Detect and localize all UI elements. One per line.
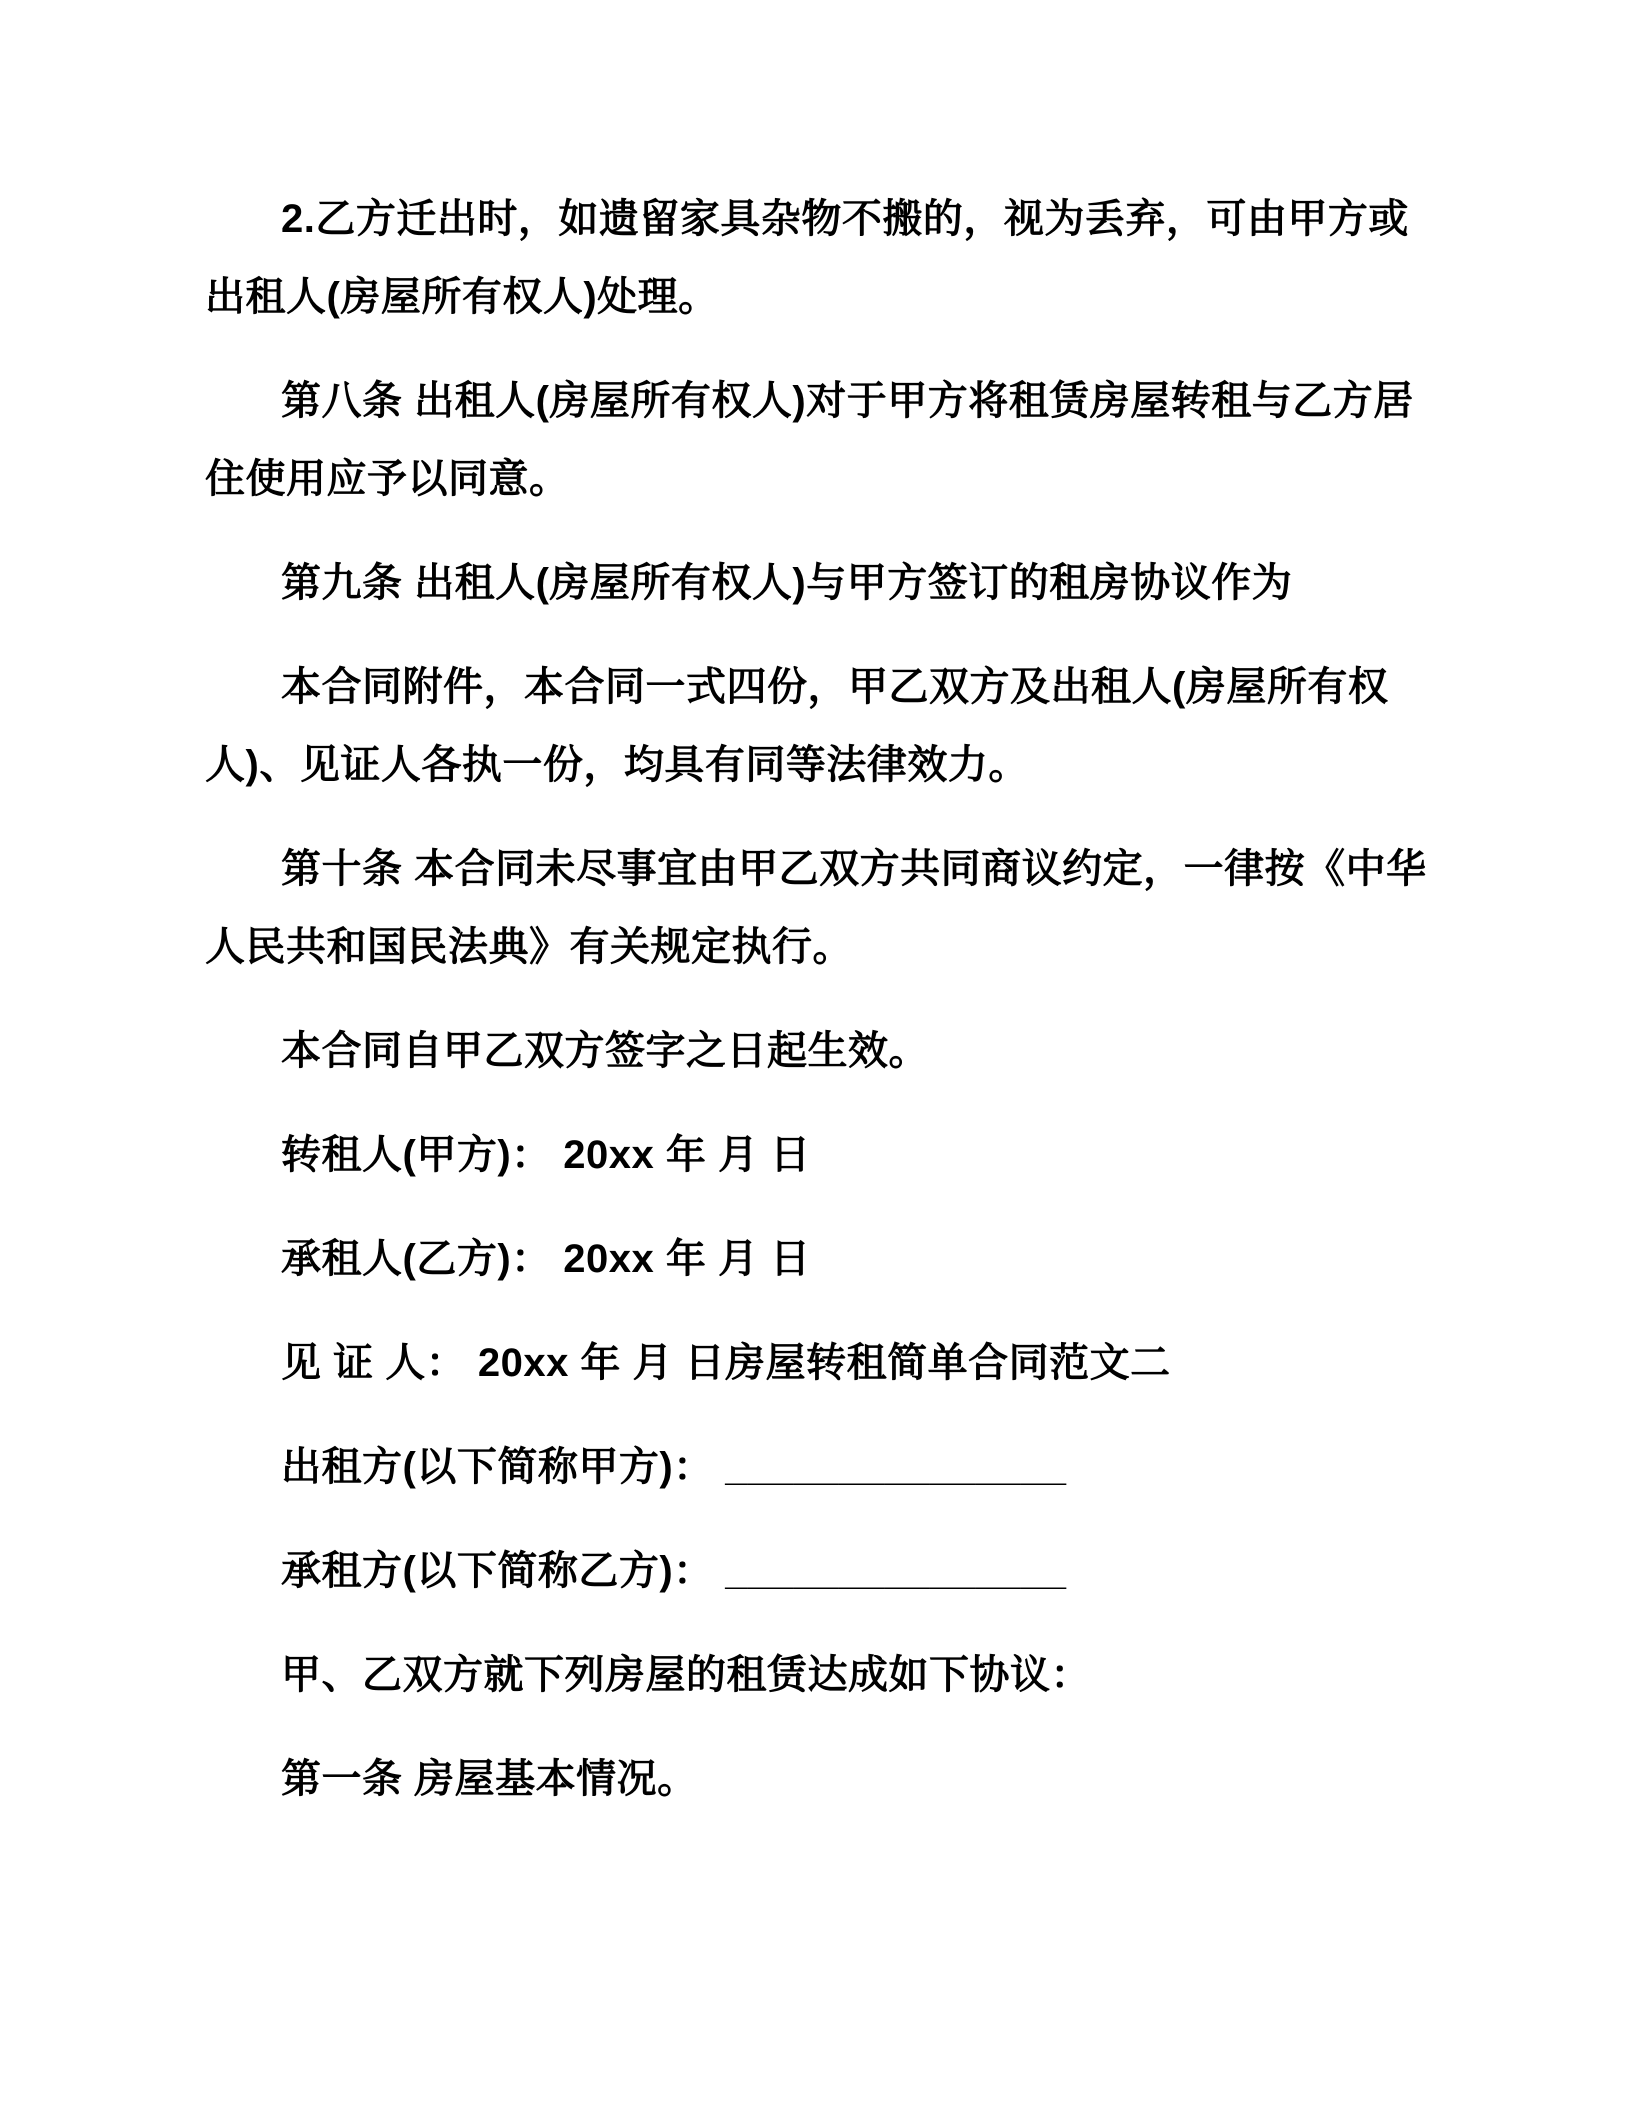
text-line: 人民共和国民法典》有关规定执行。 — [205, 925, 853, 969]
paragraph-sublessee-signature — [205, 1220, 1457, 1298]
paragraph-moveout-clause — [205, 180, 1457, 336]
paragraph-agreement-intro — [205, 1636, 1457, 1714]
text-line: 2.乙方迁出时，如遗留家具杂物不搬的，视为丢弃，可由甲方或 — [281, 197, 1409, 241]
paragraph-article-9 — [205, 544, 1457, 622]
paragraph-lessee-blank — [205, 1532, 1457, 1610]
paragraph-article-1 — [205, 1740, 1457, 1818]
text-line: 第一条 房屋基本情况。 — [281, 1757, 698, 1801]
text-line: 第八条 出租人(房屋所有权人)对于甲方将租赁房屋转租与乙方居 — [281, 379, 1414, 423]
text-line: 第十条 本合同未尽事宜由甲乙双方共同商议约定，一律按《中华 — [281, 847, 1427, 891]
paragraph-lessor-blank — [205, 1428, 1457, 1506]
paragraph-effective-date — [205, 1012, 1457, 1090]
paragraph-article-8 — [205, 362, 1457, 518]
text-line: 住使用应予以同意。 — [205, 457, 570, 501]
text-line: 第九条 出租人(房屋所有权人)与甲方签订的租房协议作为 — [281, 561, 1293, 605]
text-line: 承租方(以下简称乙方)： _______________ — [281, 1549, 1067, 1593]
text-line: 出租人(房屋所有权人)处理。 — [205, 275, 719, 319]
text-line: 承租人(乙方)： 20xx 年 月 日 — [281, 1237, 811, 1281]
text-line: 人)、见证人各执一份，均具有同等法律效力。 — [205, 743, 1029, 787]
text-line: 出租方(以下简称甲方)： _______________ — [281, 1445, 1067, 1489]
text-line: 转租人(甲方)： 20xx 年 月 日 — [281, 1133, 811, 1177]
text-line: 甲、乙双方就下列房屋的租赁达成如下协议： — [281, 1653, 1091, 1697]
text-line: 本合同自甲乙双方签字之日起生效。 — [281, 1029, 929, 1073]
paragraph-attachment-copies — [205, 648, 1457, 804]
text-line: 本合同附件，本合同一式四份，甲乙双方及出租人(房屋所有权 — [281, 665, 1389, 709]
paragraph-witness-signature — [205, 1324, 1457, 1402]
paragraph-sublessor-signature — [205, 1116, 1457, 1194]
text-line: 见 证 人： 20xx 年 月 日房屋转租简单合同范文二 — [281, 1341, 1171, 1385]
paragraph-article-10 — [205, 830, 1457, 986]
